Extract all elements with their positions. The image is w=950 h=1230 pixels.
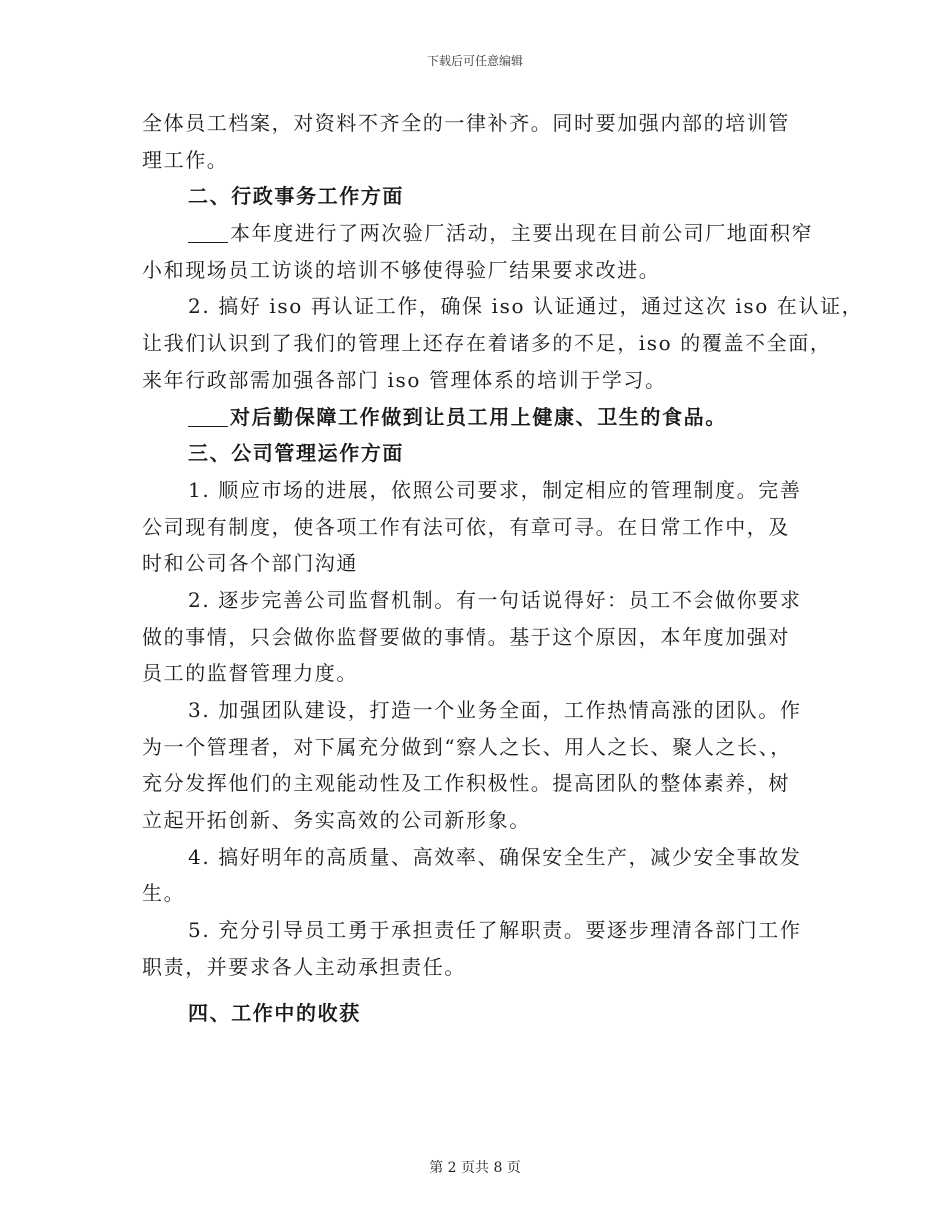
body-line: 5. 充分引导员工勇于承担责任了解职责。要逐步理清各部门工作	[188, 918, 802, 943]
blank-underline	[188, 406, 228, 427]
body-line: 公司现有制度，使各项工作有法可依，有章可寻。在日常工作中，及	[142, 514, 790, 539]
body-line: 职责，并要求各人主动承担责任。	[142, 954, 466, 979]
blank-underline	[188, 222, 228, 243]
body-line: 立起开拓创新、务实高效的公司新形象。	[142, 808, 531, 833]
body-line	[142, 215, 822, 252]
page-header: 下载后可任意编辑	[426, 54, 523, 68]
section-heading: 二、行政事务工作方面	[188, 184, 404, 209]
body-line: 做的事情，只会做你监督要做的事情。基于这个原因，本年度加强对	[142, 624, 790, 649]
section-heading: 三、公司管理运作方面	[188, 441, 404, 466]
body-line: 2. 搞好 iso 再认证工作，确保 iso 认证通过，通过这次 iso 在认证，	[188, 294, 864, 319]
body-line: 充分发挥他们的主观能动性及工作积极性。提高团队的整体素养，树	[142, 771, 790, 796]
body-line: 时和公司各个部门沟通	[142, 551, 358, 576]
body-line: 小和现场员工访谈的培训不够使得验厂结果要求改进。	[142, 257, 661, 282]
body-line: 4. 搞好明年的高质量、高效率、确保安全生产，减少安全事故发	[188, 844, 802, 869]
body-line: 让我们认识到了我们的管理上还存在着诸多的不足，iso 的覆盖不全面，	[142, 331, 832, 356]
body-line-text: 对后勤保障工作做到让员工用上健康、卫生的食品。	[230, 404, 727, 429]
section-heading: 四、工作中的收获	[188, 1000, 361, 1025]
body-line: 员工的监督管理力度。	[142, 661, 358, 686]
body-line: 理工作。	[142, 147, 229, 172]
body-line-bold	[142, 399, 822, 436]
body-line: 1. 顺应市场的进展，依照公司要求，制定相应的管理制度。完善	[188, 477, 802, 502]
body-line: 全体员工档案，对资料不齐全的一律补齐。同时要加强内部的培训管	[142, 111, 790, 135]
body-line: 3. 加强团队建设，打造一个业务全面，工作热情高涨的团队。作	[188, 698, 802, 722]
body-line-text: 本年度进行了两次验厂活动，主要出现在目前公司厂地面积窄	[230, 221, 814, 246]
body-line: 2. 逐步完善公司监督机制。有一句话说得好：员工不会做你要求	[188, 587, 802, 612]
page-footer: 第 2 页共 8 页	[429, 1160, 521, 1176]
body-line: 生。	[142, 881, 186, 906]
document-body	[142, 105, 864, 1031]
body-line: 来年行政部需加强各部门 iso 管理体系的培训于学习。	[142, 367, 667, 392]
body-line: 为一个管理者，对下属充分做到“察人之长、用人之长、聚人之长、，	[142, 734, 792, 759]
